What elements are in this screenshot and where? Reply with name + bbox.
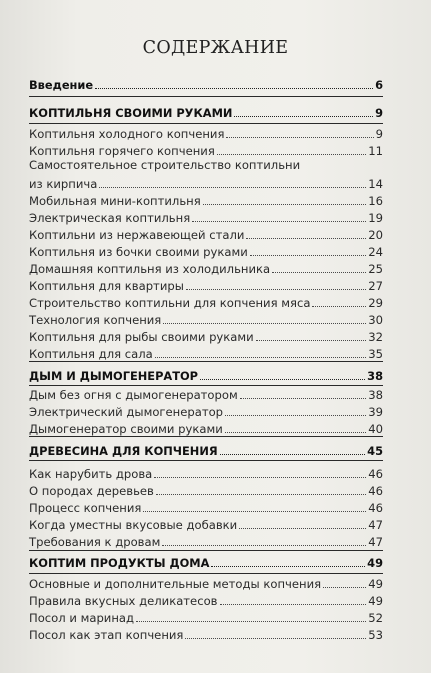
toc-entry-label: Основные и дополнительные методы копчения: [29, 577, 322, 591]
toc-entry-page: 19: [368, 211, 383, 225]
toc-entry: [29, 625, 383, 642]
toc-entry: [29, 327, 383, 344]
toc-entry-label: Коптильня холодного копчения: [29, 127, 225, 141]
toc-entry-page: 53: [368, 628, 383, 642]
page-title: СОДЕРЖАНИЕ: [142, 38, 289, 58]
toc-entry-page: 14: [368, 177, 383, 191]
section-divider: [29, 96, 383, 97]
toc-entry-page: 46: [368, 484, 383, 498]
toc-entry: [29, 498, 383, 515]
toc-entry-label: Домашняя коптильня из холодильника: [29, 262, 271, 276]
toc-entry: [29, 225, 383, 242]
toc-entry-label: Технология копчения: [29, 313, 162, 327]
toc-section-label: КОПТИМ ПРОДУКТЫ ДОМА: [29, 556, 210, 570]
dot-leader: [240, 398, 367, 399]
toc-entry: [29, 191, 383, 208]
dot-leader: [256, 340, 367, 341]
toc-entry-label: Коптильня для сала: [29, 347, 153, 361]
toc-section-label: ДЫМ И ДЫМОГЕНЕРАТОР: [29, 369, 199, 383]
section-divider: [29, 550, 383, 551]
toc-entry-page: 30: [368, 313, 383, 327]
toc-entry-page: 29: [368, 296, 383, 310]
dot-leader: [226, 137, 373, 138]
dot-leader: [312, 306, 366, 307]
dot-leader: [203, 204, 367, 205]
toc-entry-page: 39: [368, 405, 383, 419]
toc-entry-page: 49: [368, 577, 383, 591]
dot-leader: [220, 604, 367, 605]
dot-leader: [200, 379, 365, 380]
dot-leader: [136, 621, 366, 622]
toc-entry-label: Самостоятельное строительство коптильни: [29, 158, 301, 172]
toc-entry-page: 32: [368, 330, 383, 344]
dot-leader: [95, 88, 373, 89]
toc-entry: [29, 532, 383, 549]
dot-leader: [185, 638, 366, 639]
dot-leader: [246, 238, 366, 239]
toc-entry: [29, 574, 383, 591]
toc-entry-label: Коптильня для квартиры: [29, 279, 184, 293]
toc-entry-label: Посол как этап копчения: [29, 628, 184, 642]
toc-entry-label: Мобильная мини-коптильня: [29, 194, 201, 208]
dot-leader: [272, 272, 366, 273]
dot-leader: [143, 511, 366, 512]
toc-entry: [29, 344, 383, 361]
toc-entry: [29, 242, 383, 259]
toc-entry-label: Строительство коптильни для копчения мяса: [29, 296, 311, 310]
toc-entry-page: 16: [368, 194, 383, 208]
toc-entry-page: 46: [368, 501, 383, 515]
toc-entry-page: 47: [368, 535, 383, 549]
toc-entry-page: 24: [368, 245, 383, 259]
toc-section-label: КОПТИЛЬНЯ СВОИМИ РУКАМИ: [29, 106, 233, 120]
dot-leader: [217, 154, 366, 155]
toc-entry-page: 35: [368, 347, 383, 361]
toc-entry: [29, 208, 383, 225]
dot-leader: [211, 566, 365, 567]
toc-entry-label: Коптильня из бочки своими руками: [29, 245, 248, 259]
toc-entry: [29, 174, 383, 191]
toc-entry: [29, 419, 383, 436]
toc-entry-label: Посол и маринад: [29, 611, 135, 625]
dot-leader: [225, 415, 366, 416]
dot-leader: [154, 477, 366, 478]
toc-entry: [29, 310, 383, 327]
dot-leader: [220, 454, 366, 455]
dot-leader: [99, 187, 366, 188]
dot-leader: [186, 289, 366, 290]
dot-leader: [234, 116, 373, 117]
toc-entry-page: 46: [368, 467, 383, 481]
toc-entry: [29, 141, 383, 158]
toc-entry-page: 40: [368, 422, 383, 436]
toc-section-heading: [29, 441, 383, 458]
toc-entry: [29, 276, 383, 293]
toc-entry-page: 27: [368, 279, 383, 293]
toc-entry: [29, 385, 383, 402]
dot-leader: [250, 255, 366, 256]
toc-entry: [29, 402, 383, 419]
toc-entry-label: Введение: [29, 78, 94, 92]
toc-entry-page: 47: [368, 518, 383, 532]
toc-entry-intro: [29, 75, 383, 92]
dot-leader: [163, 323, 366, 324]
toc-entry: [29, 481, 383, 498]
toc-entry-label: Электрическая коптильня: [29, 211, 191, 225]
toc-entry: [29, 259, 383, 276]
section-divider: [29, 436, 383, 437]
toc-entry-label: Коптильня для рыбы своими руками: [29, 330, 254, 344]
toc-entry-label: Когда уместны вкусовые добавки: [29, 518, 238, 532]
toc-entry-page: 9: [375, 127, 383, 141]
toc-entry-page: 11: [368, 144, 383, 158]
toc-entry: [29, 464, 383, 481]
toc-entry: [29, 293, 383, 310]
toc-entry-label: Электрический дымогенератор: [29, 405, 224, 419]
toc-section-page: 49: [367, 556, 383, 570]
toc-section-page: 38: [367, 369, 383, 383]
toc-entry-label: Дымогенератор своими руками: [29, 422, 223, 436]
toc-entry-page: 52: [368, 611, 383, 625]
toc-section-page: 45: [367, 444, 383, 458]
toc-section-heading: [29, 553, 383, 570]
toc-section-page: 9: [375, 106, 383, 120]
toc-entry-page: 25: [368, 262, 383, 276]
toc-entry-label: из кирпича: [29, 177, 98, 191]
section-divider: [29, 361, 383, 362]
toc-entry: [29, 157, 383, 172]
toc-entry-label: Коптильни из нержавеющей стали: [29, 228, 245, 242]
toc-entry: [29, 515, 383, 532]
dot-leader: [192, 221, 366, 222]
toc-entry-page: 38: [368, 388, 383, 402]
dot-leader: [225, 432, 366, 433]
toc-section-heading: [29, 103, 383, 120]
toc-section-label: ДРЕВЕСИНА ДЛЯ КОПЧЕНИЯ: [29, 444, 218, 458]
toc-entry: [29, 124, 383, 141]
toc-entry: [29, 591, 383, 608]
dot-leader: [239, 528, 366, 529]
toc-entry-label: Требования к дровам: [29, 535, 161, 549]
toc-entry: [29, 608, 383, 625]
toc-entry-label: О породах деревьев: [29, 484, 154, 498]
toc-entry-label: Как нарубить дрова: [29, 467, 153, 481]
dot-leader: [156, 494, 366, 495]
toc-entry-page: 6: [375, 78, 383, 92]
dot-leader: [162, 545, 366, 546]
toc-entry-page: 49: [368, 594, 383, 608]
toc-entry-label: Дым без огня с дымогенератором: [29, 388, 238, 402]
dot-leader: [155, 357, 366, 358]
toc-entry-label: Процесс копчения: [29, 501, 142, 515]
toc-section-heading: [29, 366, 383, 383]
dot-leader: [323, 587, 366, 588]
toc-entry-label: Правила вкусных деликатесов: [29, 594, 218, 608]
section-divider: [29, 460, 383, 461]
toc-entry-page: 20: [368, 228, 383, 242]
toc-entry-label: Коптильня горячего копчения: [29, 144, 215, 158]
